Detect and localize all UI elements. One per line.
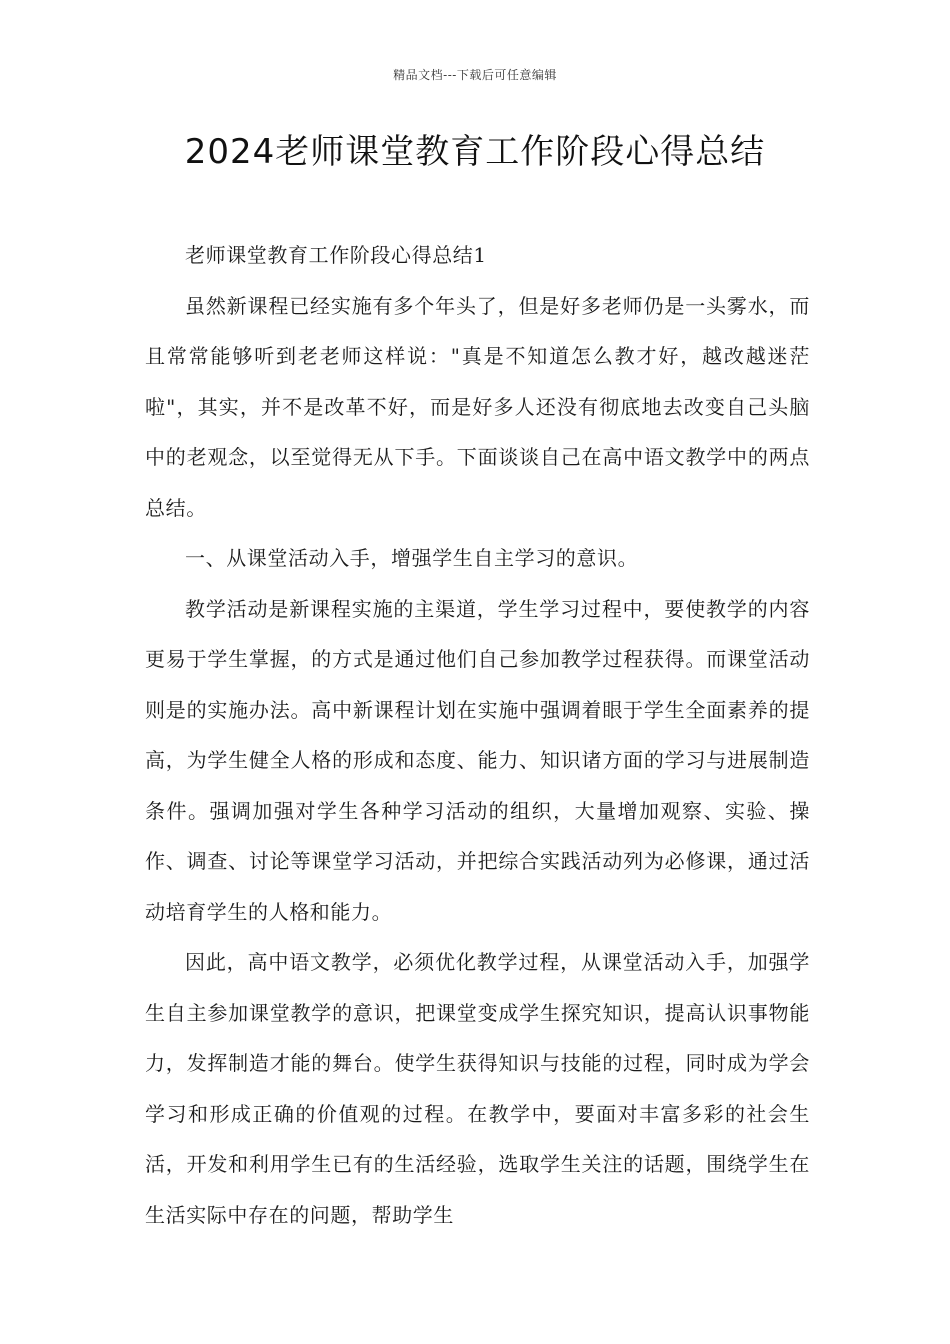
header-note: 精品文档---下载后可任意编辑 [393,68,557,82]
document-title: 2024老师课堂教育工作阶段心得总结 [184,132,766,172]
section-heading: 老师课堂教育工作阶段心得总结1 [185,243,487,267]
paragraph: 因此，高中语文教学，必须优化教学过程，从课堂活动入手，加强学生自主参加课堂教学的意识，把课堂变成学生探究知识，提高认识事物能力，发挥制造才能的舞台。使学生获得知识与技能的过程，同时成为学会学习和形成正确的价值观的过程。在教学中，要面对丰富多彩的社会生活，开发和利用学生已有的生活经验，选取学生关注的话题，围绕学生在生活实际中存在的问题，帮助学生 [145,950,810,1227]
paragraph: 教学活动是新课程实施的主渠道，学生学习过程中，要使教学的内容更易于学生掌握，的方式是通过他们自己参加教学过程获得。而课堂活动则是的实施办法。高中新课程计划在实施中强调着眼于学生全面素养的提高，为学生健全人格的形成和态度、能力、知识诸方面的学习与进展制造条件。强调加强对学生各种学习活动的组织，大量增加观察、实验、操作、调查、讨论等课堂学习活动，并把综合实践活动列为必修课，通过活动培育学生的人格和能力。 [145,596,810,924]
paragraph: 虽然新课程已经实施有多个年头了，但是好多老师仍是一头雾水，而且常常能够听到老老师这样说："真是不知道怎么教才好，越改越迷茫啦"，其实，并不是改革不好，而是好多人还没有彻底地去改变自己头脑中的老观念，以至觉得无从下手。下面谈谈自己在高中语文教学中的两点总结。 [145,293,810,520]
subheading: 一、从课堂活动入手，增强学生自主学习的意识。 [185,546,639,570]
document-body [145,230,810,1240]
